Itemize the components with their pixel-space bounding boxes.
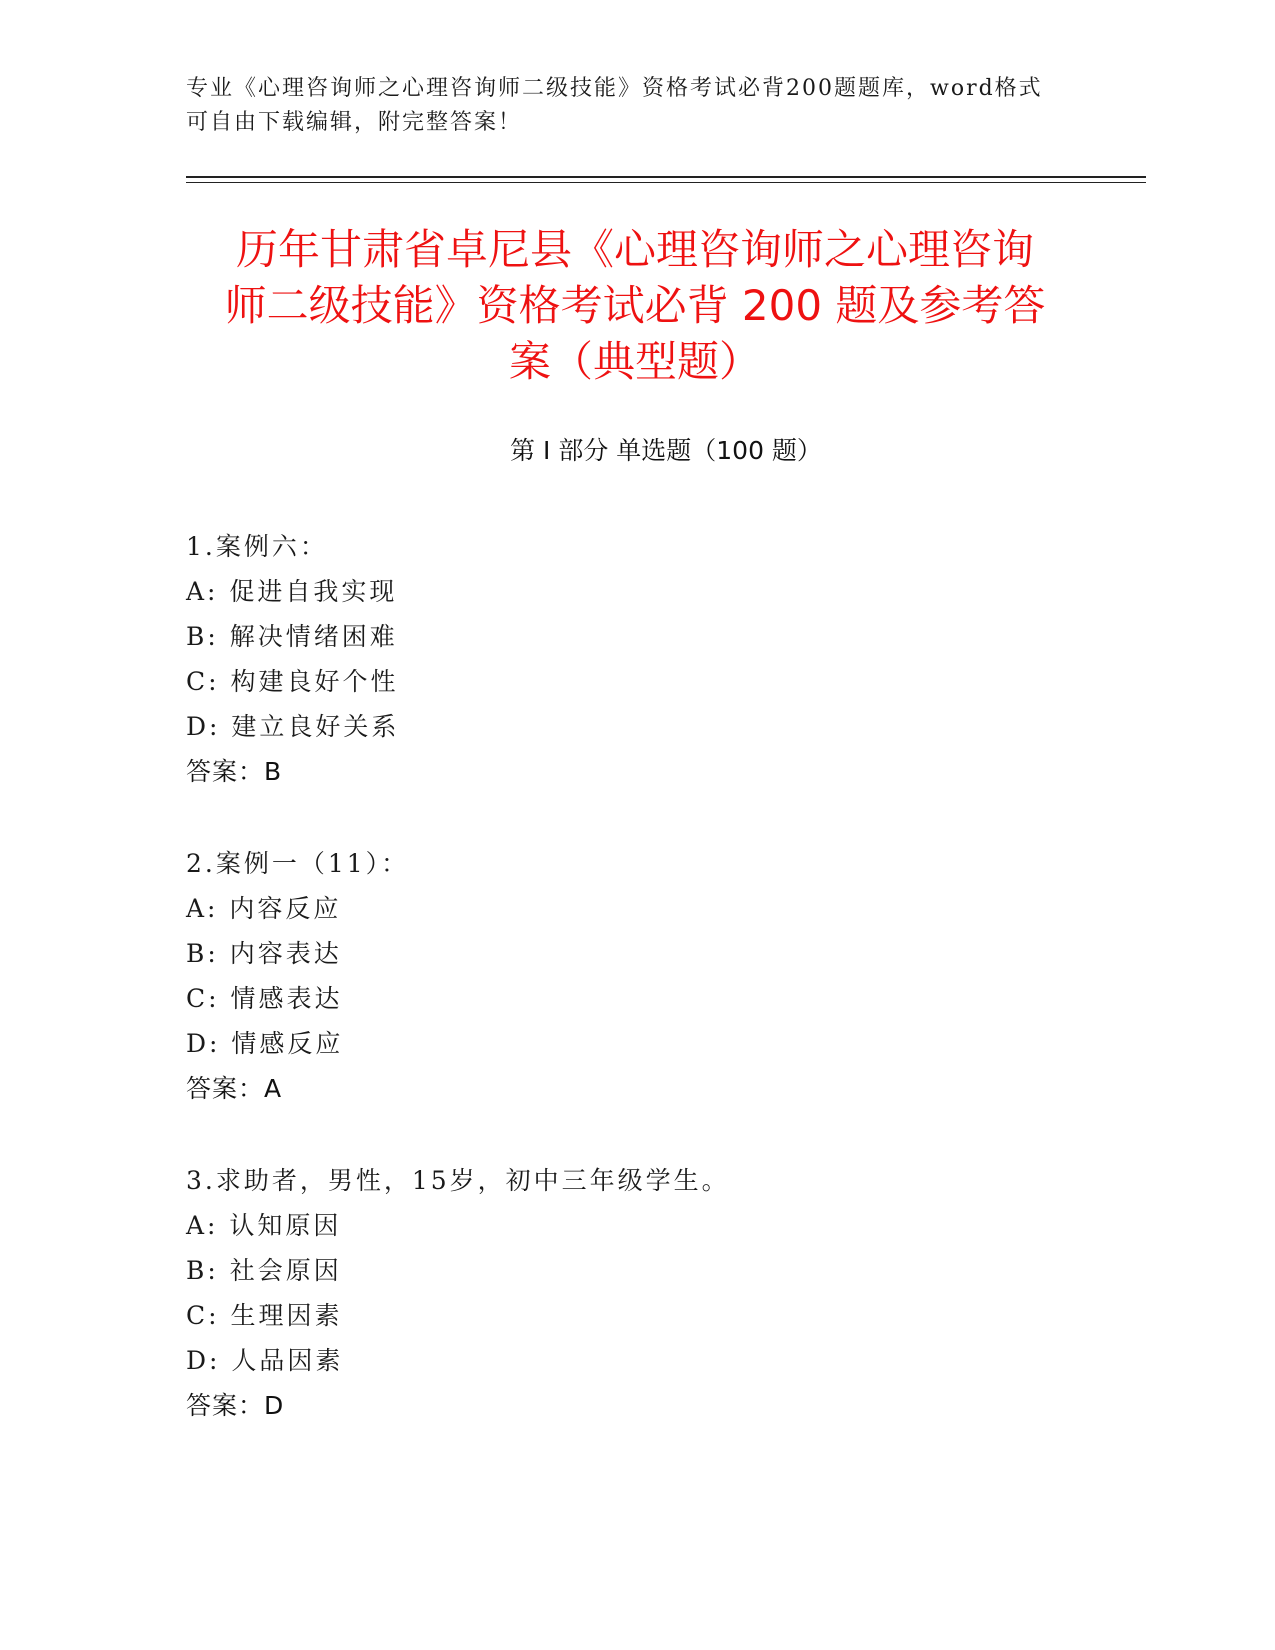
answer-line: 答案：D: [186, 1391, 285, 1420]
document-title: [190, 222, 1080, 390]
question-stem: 2.案例一（11）：: [186, 849, 410, 878]
question-block: [186, 524, 1086, 794]
answer-line: 答案：B: [186, 757, 283, 786]
option-a: A: 促进自我实现: [186, 577, 398, 606]
option-b: B: 内容表达: [186, 939, 342, 968]
section-heading: 第 I 部分 单选题（100 题）: [510, 436, 822, 465]
header-divider-thin: [186, 182, 1146, 183]
question-stem: 1.案例六：: [186, 532, 328, 561]
option-c: C: 构建良好个性: [186, 667, 399, 696]
header-divider-thick: [186, 176, 1146, 178]
title-line-2: 师二级技能》资格考试必背 200 题及参考答: [224, 281, 1046, 330]
intro-line-1: 专业《心理咨询师之心理咨询师二级技能》资格考试必背200题题库，word格式: [186, 76, 1043, 101]
title-line-1: 历年甘肃省卓尼县《心理咨询师之心理咨询: [235, 225, 1034, 274]
intro-text: [186, 72, 1066, 140]
question-stem: 3.求助者，男性，15岁，初中三年级学生。: [186, 1166, 730, 1195]
option-d: D: 建立良好关系: [186, 712, 400, 741]
option-c: C: 情感表达: [186, 984, 343, 1013]
title-line-3: 案（典型题）: [508, 337, 761, 386]
option-b: B: 解决情绪困难: [186, 622, 398, 651]
option-a: A: 内容反应: [186, 894, 342, 923]
option-d: D: 人品因素: [186, 1346, 344, 1375]
option-a: A: 认知原因: [186, 1211, 342, 1240]
answer-line: 答案：A: [186, 1074, 283, 1103]
option-c: C: 生理因素: [186, 1301, 343, 1330]
intro-line-2: 可自由下载编辑，附完整答案！: [186, 110, 523, 135]
option-d: D: 情感反应: [186, 1029, 344, 1058]
question-block: [186, 1158, 1086, 1428]
question-block: [186, 841, 1086, 1111]
option-b: B: 社会原因: [186, 1256, 342, 1285]
